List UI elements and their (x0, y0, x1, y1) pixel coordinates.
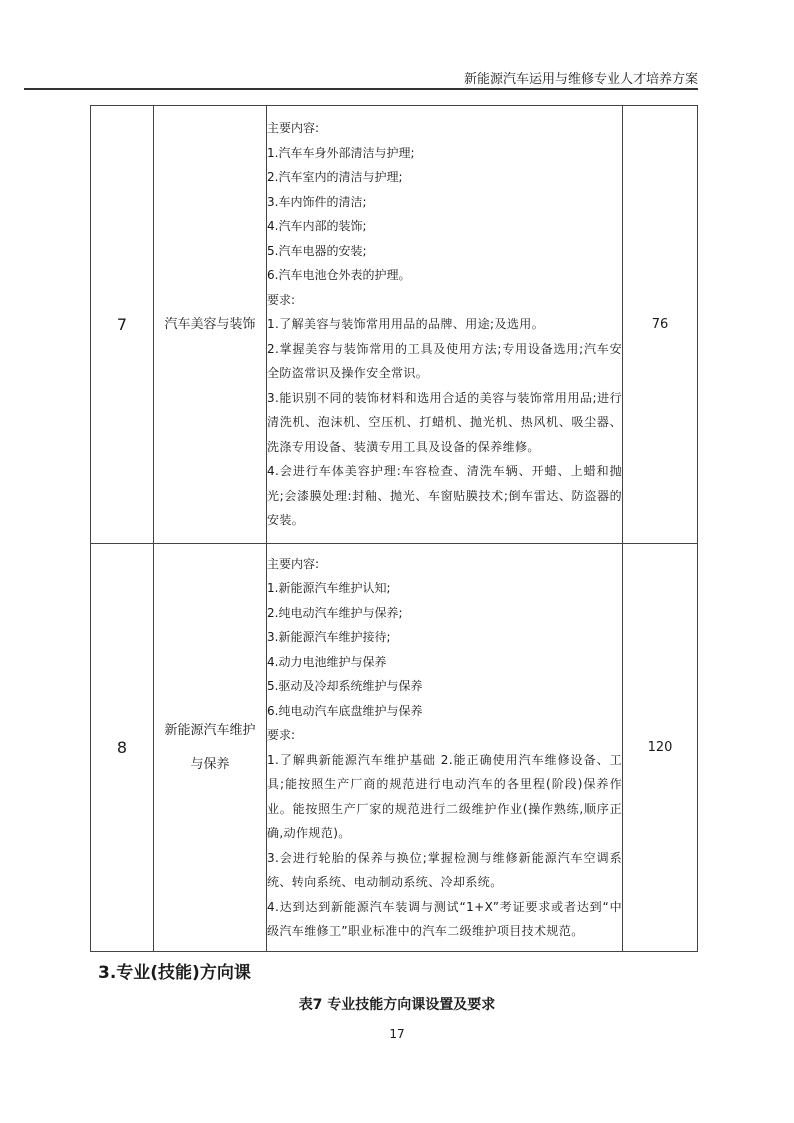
content-item: 4.动力电池维护与保养 (267, 654, 387, 669)
requirements-label: 要求: (267, 728, 296, 742)
content-item: 3.车内饰件的清洁; (267, 194, 367, 209)
course-number: 8 (91, 544, 154, 952)
content-label: 主要内容: (267, 121, 320, 136)
course-name-line: 新能源汽车维护 (164, 722, 256, 738)
requirement-item: 1.了解典新能源汽车维护基础 2.能正确使用汽车维修设备、工具;能按照生产厂商的规范进行电动汽车的各里程(阶段)保养作业。能按照生产厂家的规范进行二级维护作业(操作熟练,顺序正确,动作规范)。 (267, 752, 622, 840)
course-number: 7 (91, 106, 154, 544)
content-item: 1.汽车车身外部清洁与护理; (267, 145, 415, 160)
requirements-label: 要求: (267, 292, 296, 307)
course-name (154, 106, 267, 544)
section-heading: 3.专业(技能)方向课 (98, 963, 251, 983)
content-item: 5.汽车电器的安装; (267, 243, 367, 258)
requirement-item: 4.会进行车体美容护理:车容检查、清洗车辆、开蜡、上蜡和抛光;会漆膜处理:封釉、抛光、车窗贴膜技术;倒车雷达、防盗器的安装。 (267, 464, 622, 528)
requirement-item: 2.掌握美容与装饰常用的工具及使用方法;专用设备选用;汽车安全防盗常识及操作安全常识。 (267, 341, 622, 381)
content-label: 主要内容: (267, 556, 320, 571)
content-item: 2.纯电动汽车维护与保养; (267, 605, 403, 620)
table-row (91, 106, 698, 544)
course-content (267, 106, 623, 544)
requirement-item: 3.能识别不同的装饰材料和选用合适的美容与装饰常用用品;进行清洗机、泡沫机、空压机、打蜡机、抛光机、热风机、吸尘器、洗涤专用设备、装潢专用工具及设备的保养维修。 (267, 390, 622, 454)
course-table (90, 105, 698, 952)
header-title: 新能源汽车运用与维修专业人才培养方案 (463, 72, 698, 87)
requirement-item: 1.了解美容与装饰常用用品的品牌、用途;及选用。 (267, 317, 545, 332)
content-item: 6.纯电动汽车底盘维护与保养 (267, 703, 423, 718)
course-hours: 120 (623, 544, 698, 952)
content-item: 4.汽车内部的装饰; (267, 219, 367, 234)
content-item: 2.汽车室内的清洁与护理; (267, 170, 403, 185)
content-item: 5.驱动及冷却系统维护与保养 (267, 679, 423, 693)
content-item: 1.新能源汽车维护认知; (267, 581, 391, 595)
requirement-item: 4.达到达到新能源汽车装调与测试“1+X”考证要求或者达到“中级汽车维修工”职业标准中的汽车二级维护项目技术规范。 (267, 899, 622, 938)
requirement-item: 3.会进行轮胎的保养与换位;掌握检测与维修新能源汽车空调系统、转向系统、电动制动系统、冷却系统。 (267, 850, 622, 889)
content-item: 6.汽车电池仓外表的护理。 (267, 268, 411, 283)
course-name (154, 544, 267, 952)
page-number: 17 (389, 1027, 405, 1041)
header-rule (24, 88, 698, 90)
course-content (267, 544, 623, 952)
course-name-line: 汽车美容与装饰 (164, 316, 256, 332)
course-hours: 76 (623, 106, 698, 544)
course-name-line: 与保养 (190, 756, 230, 772)
table-caption: 表7 专业技能方向课设置及要求 (298, 997, 496, 1013)
content-item: 3.新能源汽车维护接待; (267, 630, 391, 644)
table-row (91, 544, 698, 952)
